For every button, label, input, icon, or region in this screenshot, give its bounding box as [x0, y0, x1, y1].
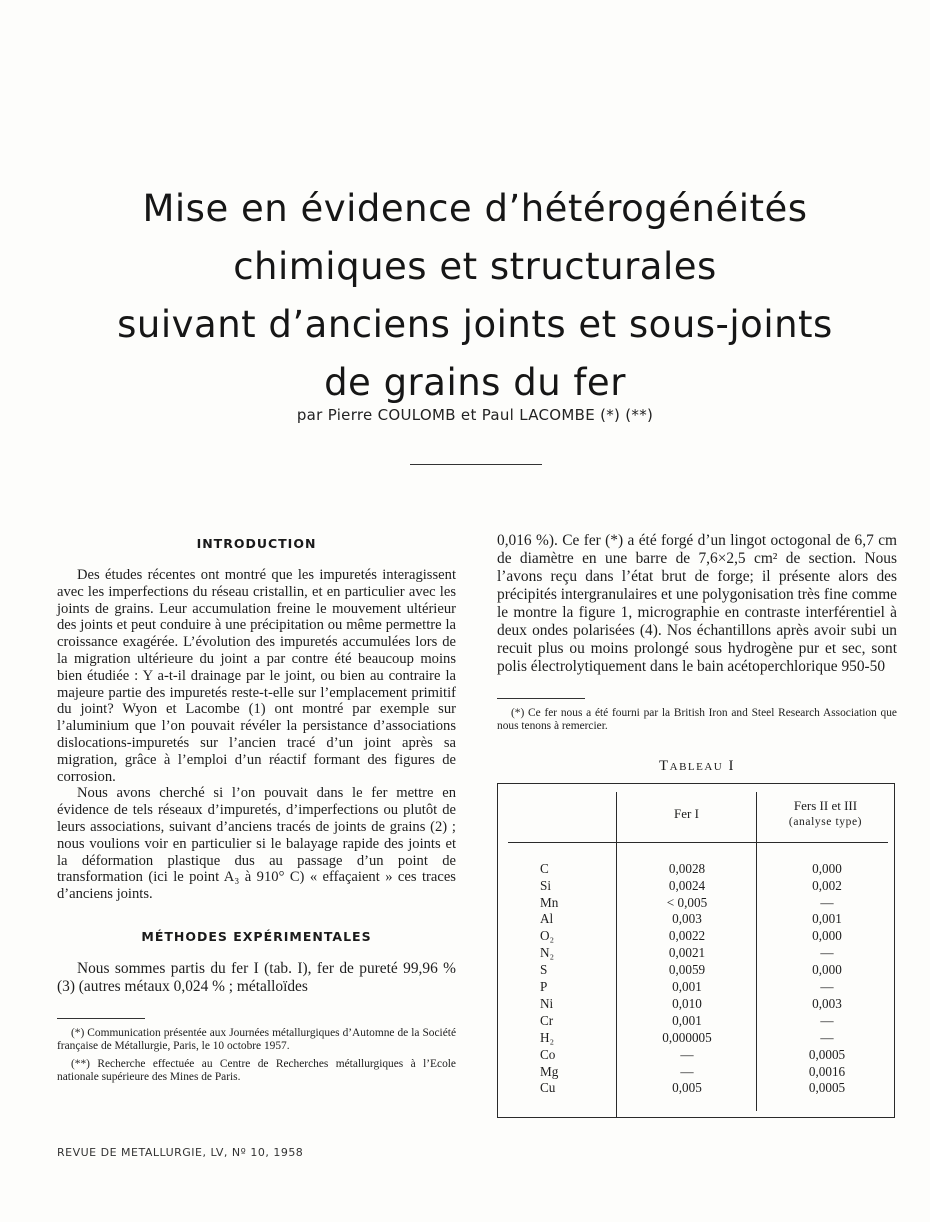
table-cell-fer-1: 0,0022 — [668, 928, 706, 944]
table-row — [498, 1064, 894, 1081]
table-cell-fer-1: — — [680, 1063, 694, 1079]
table-cell-element: S — [540, 962, 548, 978]
title-divider — [410, 464, 542, 465]
journal-reference: REVUE DE METALLURGIE, LV, Nº 10, 1958 — [57, 1146, 304, 1159]
footnote-divider — [497, 698, 585, 699]
table-cell-fer-1: 0,010 — [672, 995, 702, 1011]
table-cell-fers-2-3: 0,000 — [812, 962, 842, 978]
title-line: Mise en évidence d’hétérogénéités — [142, 187, 808, 230]
table-row — [498, 911, 894, 928]
table-cell-element: Si — [540, 877, 551, 893]
table-row — [498, 979, 894, 996]
table-row — [498, 962, 894, 979]
footnote: (**) Recherche effectuée au Centre de Recherches métallurgiques à l’Ecole nationale supérieure des Mines de Paris. — [57, 1057, 456, 1084]
table-cell-element: H₂ — [540, 1029, 555, 1045]
table-cell-fer-1: — — [680, 1046, 694, 1062]
table-row — [498, 945, 894, 962]
table-cell-fers-2-3: — — [820, 1029, 834, 1045]
paragraph: 0,016 %). Ce fer (*) a été forgé d’un lingot octogonal de 6,7 cm de diamètre en une barre de 7,6×2,5 cm² de section. Nous l’avons reçu dans l’état brut de forge; il présente alors des précipités intergranulaires et une polygonisation très fine comme le montre la figure 1, micrographie en contraste interférentiel à deux ondes polarisées (4). Nos échantillons après avoir subi un recuit plus ou moins prolongé sous hydrogène pur et sec, sont polis électrolytiquement dans le bain acétoperchlorique 950-50 — [497, 532, 897, 675]
paragraph: Nous sommes partis du fer I (tab. I), fer de pureté 99,96 % (3) (autres métaux 0,024 % ; métalloïdes — [57, 959, 456, 995]
table-caption: Tableau I — [658, 757, 735, 774]
table-cell-fer-1: < 0,005 — [666, 894, 708, 910]
table-cell-element: Cr — [540, 1012, 554, 1028]
table-cell-fers-2-3: — — [820, 945, 834, 961]
table-cell-fers-2-3: — — [820, 1012, 834, 1028]
table-cell-element: C — [540, 860, 549, 876]
table-body — [498, 861, 894, 1097]
paragraph: Nous avons cherché si l’on pouvait dans le fer mettre en évidence de tels réseaux d’impuretés, d’imperfections ou plutôt de leurs associations, suivant d’anciens tracés de joints de grains (2) ; nous voulions voir en particulier si le balayage rapide des joints et la déformation plastique dus au passage d’un point de transformation (ici le point A₃ à 910° C) « effaçaient » ces traces d’anciens joints. — [57, 785, 456, 903]
table-row — [498, 1030, 894, 1047]
table-cell-fers-2-3: 0,0016 — [808, 1063, 846, 1079]
table-cell-fer-1: 0,001 — [672, 1012, 702, 1028]
table-cell-element: N₂ — [540, 945, 555, 961]
table-cell-fers-2-3: — — [820, 979, 834, 995]
table-cell-fer-1: 0,0059 — [668, 962, 706, 978]
footnote: (*) Ce fer nous a été fourni par la British Iron and Steel Research Association que nous tenons à remercier. — [497, 707, 897, 733]
title-line: chimiques et structurales — [233, 245, 717, 288]
article-title — [100, 180, 850, 412]
table-cell-element: Mg — [540, 1063, 559, 1079]
table-row — [498, 1080, 894, 1097]
table-header-fers-2-3 — [757, 798, 894, 830]
table-row — [498, 928, 894, 945]
table-cell-element: Co — [540, 1046, 556, 1062]
section-heading-introduction: INTRODUCTION — [196, 536, 317, 551]
composition-table — [497, 783, 895, 1118]
footnote: (*) Communication présentée aux Journées métallurgiques d’Automne de la Société française de Métallurgie, Paris, le 10 octobre 1957. — [57, 1026, 456, 1053]
table-row — [498, 1013, 894, 1030]
table-row — [498, 996, 894, 1013]
left-column — [57, 532, 456, 1089]
table-cell-fer-1: 0,0028 — [668, 860, 706, 876]
table-cell-fer-1: 0,001 — [672, 979, 702, 995]
author-line: par Pierre COULOMB et Paul LACOMBE (*) (**) — [296, 406, 654, 424]
table-cell-fers-2-3: 0,000 — [812, 928, 842, 944]
table-cell-fers-2-3: 0,003 — [812, 995, 842, 1011]
table-row — [498, 878, 894, 895]
table-cell-fers-2-3: 0,0005 — [808, 1080, 846, 1096]
table-cell-fer-1: 0,0024 — [668, 877, 706, 893]
paragraph: Des études récentes ont montré que les impuretés interagissent avec les imperfections du réseau cristallin, et en particulier avec les joints de grains. Leur accumulation freine le mouvement ultérieur des joints et peut conduire à une précipitation ou même permettre la croissance exagérée. L’évolution des impuretés accumulées lors de la migration ultérieure du joint a par contre été beaucoup moins bien étudiée : Y a-t-il drainage par le joint, ou bien au contraire la majeure partie des impuretés reste-t-elle sur l’emplacement primitif du joint? Wyon et Lacombe (1) ont montré par exemple sur l’aluminium que l’on pouvait révéler la persistance d’associations dislocations-impuretés sur l’ancien tracé d’un joint après sa migration, grâce à l’emploi d’un réactif formant des figures de corrosion. — [57, 567, 456, 785]
table-header-fer-1: Fer I — [674, 805, 699, 821]
footnote-divider — [57, 1018, 145, 1019]
table-cell-fer-1: 0,0021 — [668, 945, 706, 961]
table-header-rule — [508, 842, 888, 843]
title-line: de grains du fer — [324, 361, 626, 404]
table-row — [498, 1047, 894, 1064]
table-row — [498, 861, 894, 878]
table-cell-fers-2-3: 0,0005 — [808, 1046, 846, 1062]
table-cell-element: Al — [540, 911, 554, 927]
table-cell-fer-1: 0,003 — [672, 911, 702, 927]
table-cell-fers-2-3: 0,000 — [812, 860, 842, 876]
section-heading-methods: MÉTHODES EXPÉRIMENTALES — [141, 928, 372, 944]
right-column — [497, 532, 897, 1118]
table-cell-fer-1: 0,000005 — [662, 1029, 712, 1045]
table-cell-element: O₂ — [540, 928, 555, 944]
table-cell-fers-2-3: 0,002 — [812, 877, 842, 893]
table-cell-fer-1: 0,005 — [672, 1080, 702, 1096]
table-cell-fers-2-3: 0,001 — [812, 911, 842, 927]
table-cell-element: P — [540, 979, 548, 995]
table-header-text: Fers II et III — [793, 797, 858, 813]
table-cell-element: Mn — [540, 894, 559, 910]
table-header-note: (analyse type) — [788, 815, 863, 828]
table-row — [498, 895, 894, 912]
title-line: suivant d’anciens joints et sous-joints — [117, 303, 833, 346]
table-cell-element: Ni — [540, 995, 554, 1011]
table-cell-fers-2-3: — — [820, 894, 834, 910]
table-cell-element: Cu — [540, 1080, 556, 1096]
